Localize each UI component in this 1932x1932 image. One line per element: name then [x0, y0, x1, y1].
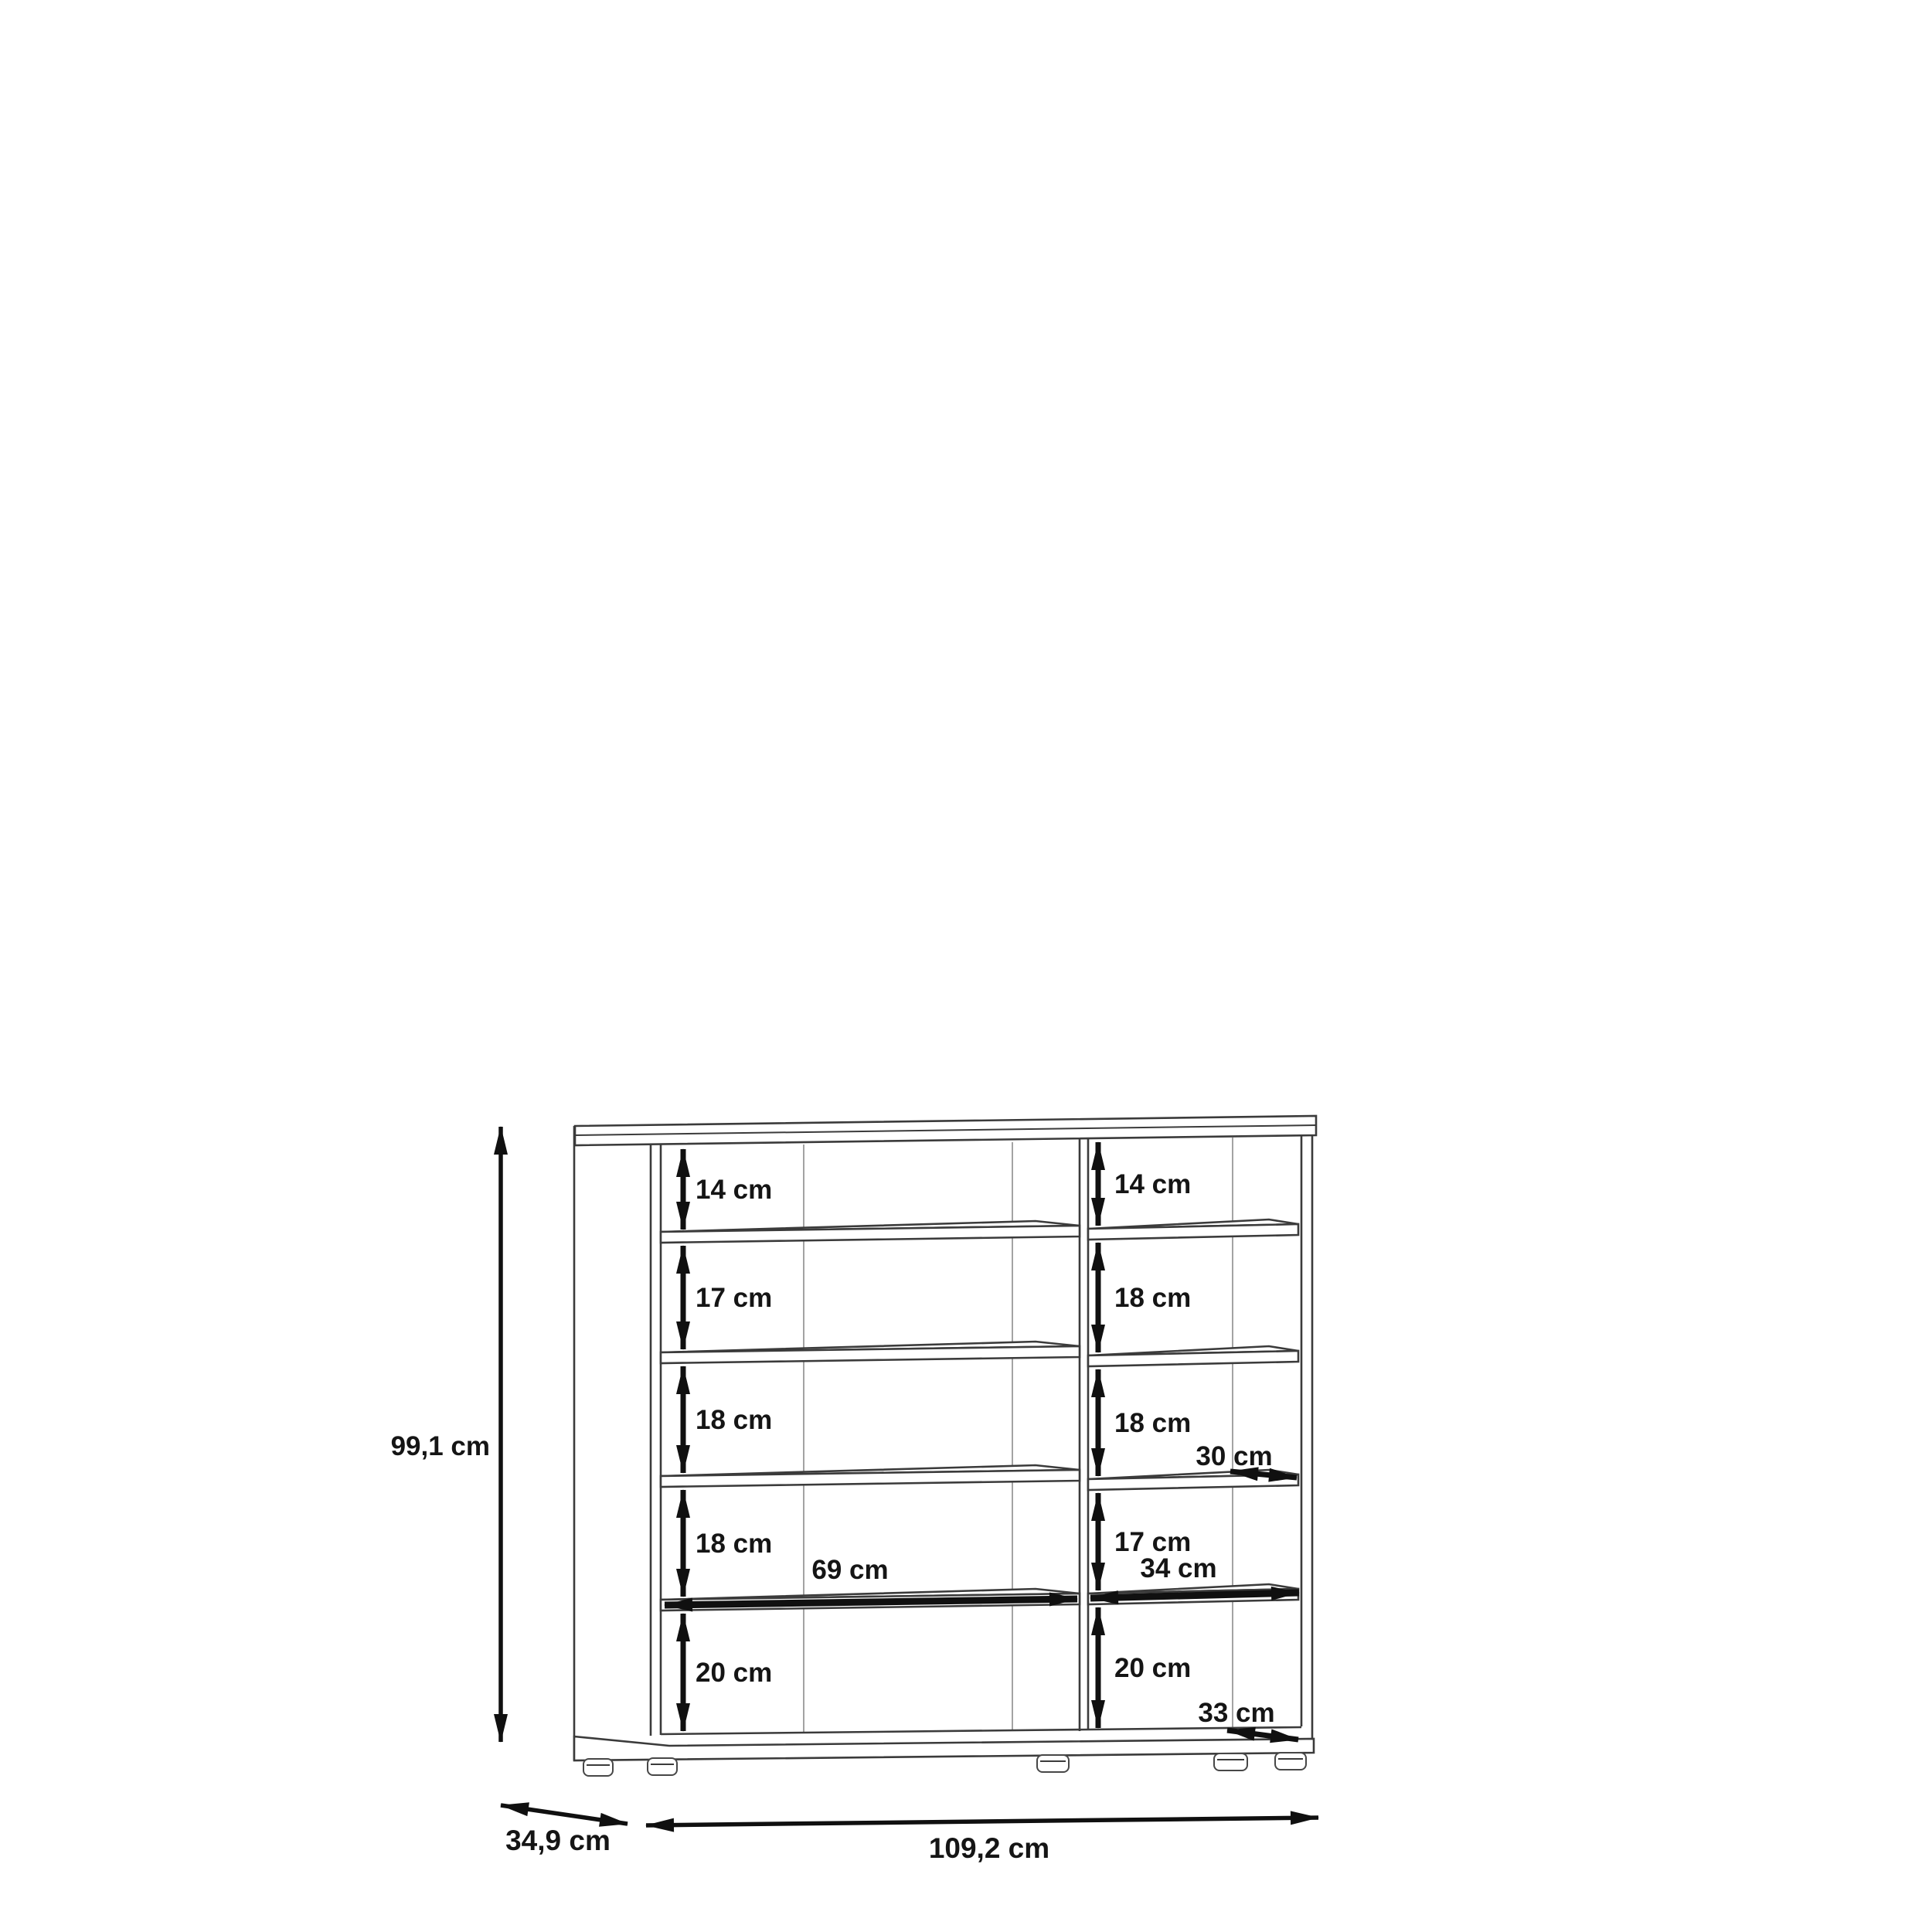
foot-1 [583, 1759, 613, 1776]
depth-dimension-label: 34,9 cm [505, 1825, 611, 1856]
depth-dimension-arrow [501, 1805, 628, 1824]
base-plinth [574, 1736, 1314, 1760]
right-gap-4-label: 17 cm [1114, 1527, 1192, 1557]
shelf-left-2-front [661, 1346, 1080, 1363]
left-gap-4-label: 18 cm [696, 1529, 773, 1559]
left-section-width-label: 69 cm [811, 1555, 889, 1585]
left-gap-2-label: 17 cm [696, 1283, 773, 1313]
right-gap-5-label: 20 cm [1114, 1653, 1192, 1683]
foot-4 [1214, 1753, 1247, 1770]
right-gap-1-label: 14 cm [1114, 1169, 1192, 1199]
width-dimension-arrow [646, 1818, 1318, 1825]
foot-5 [1275, 1753, 1306, 1770]
height-dimension-label: 99,1 cm [390, 1431, 490, 1461]
width-dimension-label: 109,2 cm [928, 1832, 1050, 1864]
shelf-left-1-front [661, 1226, 1080, 1243]
right-gap-2-label: 18 cm [1114, 1283, 1192, 1313]
shelf-left-3-front [661, 1470, 1080, 1487]
foot-3 [1037, 1755, 1069, 1772]
bottom-floor-line [661, 1727, 1301, 1734]
dimension-labels [391, 1169, 1275, 1864]
right-shelf-width-lower-label: 33 cm [1198, 1698, 1275, 1728]
right-shelf-width-lower-arrow [1227, 1730, 1298, 1740]
left-gap-5-label: 20 cm [696, 1658, 773, 1688]
right-gap-3-label: 18 cm [1114, 1408, 1192, 1438]
right-section-width-label: 34 cm [1140, 1553, 1217, 1583]
left-gap-1-label: 14 cm [696, 1175, 773, 1205]
foot-2 [648, 1758, 677, 1775]
right-shelf-width-upper-label: 30 cm [1196, 1441, 1273, 1471]
left-gap-3-label: 18 cm [696, 1405, 773, 1435]
